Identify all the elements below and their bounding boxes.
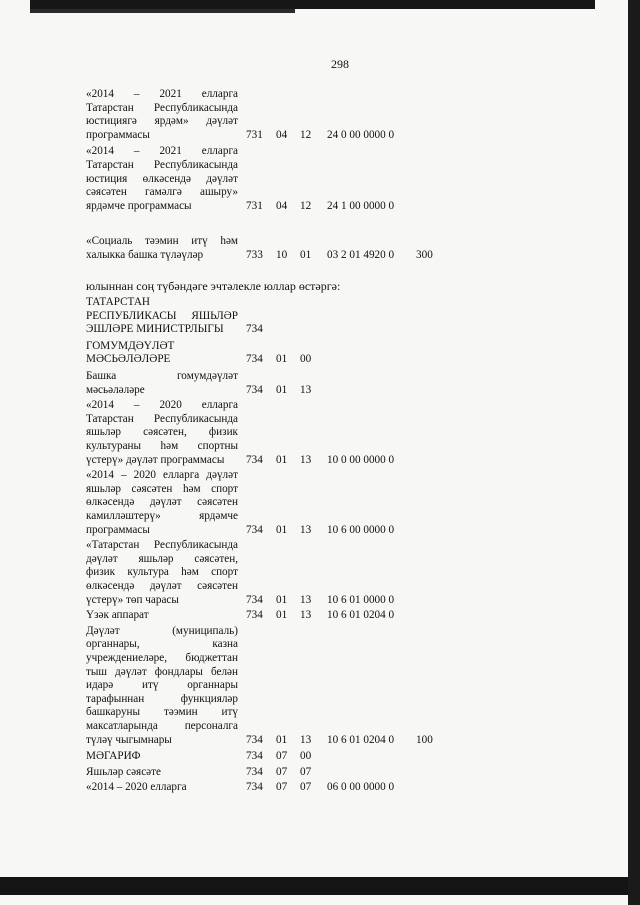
row-name-line: учреждениеләре, бюджеттан <box>86 651 238 664</box>
row-name-line: башкаруны тәэмин итү <box>86 706 238 719</box>
ministry-code: 734 <box>246 750 263 763</box>
row-name-line: юстиция өлкәсендә дәүләт <box>86 172 238 185</box>
row-name-line: МӘСЬӘЛӘЛӘРЕ <box>86 353 171 366</box>
expense-type: 300 <box>416 248 433 261</box>
section-code: 07 <box>276 750 288 763</box>
scan-edge-top-inner <box>30 9 295 13</box>
ministry-code: 734 <box>246 765 263 778</box>
row-name-line: ГОМУМДӘҮЛӘТ <box>86 339 175 352</box>
subsection-code: 13 <box>300 523 312 536</box>
row-name-line: «Социаль тәэмин итү һәм <box>86 235 238 248</box>
row-name-line: Татарстан Республикасында <box>86 412 238 425</box>
section-code: 01 <box>276 453 288 466</box>
subsection-code: 12 <box>300 199 312 212</box>
row-name-line: МӘГАРИФ <box>86 750 141 763</box>
ministry-code: 733 <box>246 248 263 261</box>
section-code: 01 <box>276 523 288 536</box>
row-name-line: мәсьәләләре <box>86 383 145 396</box>
row-name-line: Яшьләр сәясәте <box>86 765 161 778</box>
target-article: 10 0 00 0000 0 <box>327 453 395 466</box>
ministry-code: 731 <box>246 199 263 212</box>
row-name-line: өлкәсендә дәүләт сәясәтен <box>86 579 238 592</box>
target-article: 10 6 01 0204 0 <box>327 733 395 746</box>
row-name-line: Үзәк аппарат <box>86 609 149 622</box>
ministry-code: 734 <box>246 453 263 466</box>
row-name-line: дәүләт яшьләр сәясәтен, <box>86 552 238 565</box>
section-code: 01 <box>276 609 288 622</box>
ministry-code: 734 <box>246 609 263 622</box>
row-name-line: Татарстан Республикасында <box>86 101 238 114</box>
row-name <box>86 370 238 397</box>
ministry-code: 734 <box>246 781 263 794</box>
ministry-code: 734 <box>246 323 263 336</box>
row-name-line: физик культура һәм спорт <box>86 566 238 579</box>
subsection-code: 13 <box>300 453 312 466</box>
row-name-line: идарә итү органнары <box>86 679 238 692</box>
subsection-code: 13 <box>300 609 312 622</box>
target-article: 24 0 00 0000 0 <box>327 128 395 141</box>
intro-line: юлыннан соң түбәндәге эчтәлекле юллар өстәргә: <box>86 279 341 293</box>
row-name-line: үстерү» төп чарасы <box>86 593 179 606</box>
page-number: 298 <box>331 57 349 71</box>
row-name <box>86 609 238 623</box>
row-name-line: ЭШЛӘРЕ МИНИСТРЛЫГЫ <box>86 323 224 336</box>
subsection-code: 13 <box>300 733 312 746</box>
row-name-line: Дәүләт (муниципаль) <box>86 624 238 637</box>
row-name-line: «2014 – 2020 елларга <box>86 781 187 794</box>
row-name <box>86 469 238 537</box>
ministry-code: 734 <box>246 593 263 606</box>
row-name <box>86 235 238 262</box>
subsection-code: 13 <box>300 383 312 396</box>
ministry-code: 734 <box>246 733 263 746</box>
row-name-line: халыкка башка түләүләр <box>86 248 204 261</box>
subsection-code: 00 <box>300 353 312 366</box>
row-name-line: Башка гомумдәүләт <box>86 370 238 382</box>
scan-edge-top <box>30 0 595 9</box>
row-name <box>86 750 238 764</box>
row-name <box>86 296 238 337</box>
expense-type: 100 <box>416 733 433 746</box>
row-name-line: «2014 – 2021 елларга <box>86 145 238 158</box>
target-article: 03 2 01 4920 0 <box>327 248 395 261</box>
row-name <box>86 766 238 780</box>
row-name-line: Татарстан Республикасында <box>86 158 238 171</box>
row-name-line: «2014 – 2021 елларга <box>86 88 238 100</box>
row-name <box>86 340 238 367</box>
section-code: 07 <box>276 781 288 794</box>
row-name-line: яшьләр сәясәтен һәм спорт <box>86 482 238 495</box>
row-name <box>86 625 238 747</box>
ministry-code: 734 <box>246 353 263 366</box>
row-name-line: ТАТАРСТАН <box>86 296 150 308</box>
row-name-line: «Татарстан Республикасында <box>86 539 238 552</box>
row-name <box>86 399 238 467</box>
row-name <box>86 781 238 795</box>
subsection-code: 00 <box>300 750 312 763</box>
row-name-line: яшьләр сәясәтен, физик <box>86 426 238 439</box>
ministry-code: 731 <box>246 128 263 141</box>
target-article: 10 6 00 0000 0 <box>327 523 395 536</box>
row-name-line: максатларында персоналга <box>86 719 238 732</box>
subsection-code: 01 <box>300 248 312 261</box>
subsection-code: 12 <box>300 128 312 141</box>
row-name-line: «2014 – 2020 елларга <box>86 399 238 412</box>
section-code: 04 <box>276 128 288 141</box>
scan-edge-bottom <box>0 877 628 895</box>
section-code: 01 <box>276 733 288 746</box>
subsection-code: 13 <box>300 593 312 606</box>
section-code: 01 <box>276 353 288 366</box>
row-name-line: органнары, казна <box>86 638 238 651</box>
target-article: 10 6 01 0204 0 <box>327 609 395 622</box>
row-name-line: юстициягә ярдәм» дәүләт <box>86 115 238 128</box>
row-name-line: программасы <box>86 523 150 536</box>
subsection-code: 07 <box>300 781 312 794</box>
row-name-line: түләү чыгымнары <box>86 733 172 746</box>
row-name-line: ярдәмче программасы <box>86 199 192 212</box>
target-article: 24 1 00 0000 0 <box>327 199 395 212</box>
row-name-line: тыш дәүләт фондлары белән <box>86 665 238 678</box>
row-name-line: программасы <box>86 128 150 141</box>
row-name <box>86 145 238 213</box>
section-code: 01 <box>276 593 288 606</box>
row-name-line: өлкәсендә дәүләт сәясәтен <box>86 496 238 509</box>
row-name <box>86 539 238 607</box>
ministry-code: 734 <box>246 523 263 536</box>
row-name-line: камилләштерү» ярдәмче <box>86 509 238 522</box>
row-name-line: сәясәтен гамәлгә ашыру» <box>86 186 238 199</box>
section-code: 01 <box>276 383 288 396</box>
row-name-line: тарафыннан функцияләр <box>86 692 238 705</box>
section-code: 04 <box>276 199 288 212</box>
scan-edge-right <box>628 0 640 905</box>
row-name-line: «2014 – 2020 елларга дәүләт <box>86 469 238 482</box>
row-name-line: үстерү» дәүләт программасы <box>86 453 225 466</box>
target-article: 10 6 01 0000 0 <box>327 593 395 606</box>
ministry-code: 734 <box>246 383 263 396</box>
row-name-line: РЕСПУБЛИКАСЫ ЯШЬЛӘР <box>86 309 238 322</box>
section-code: 10 <box>276 248 288 261</box>
row-name <box>86 88 238 142</box>
target-article: 06 0 00 0000 0 <box>327 781 395 794</box>
row-name-line: культураны һәм спортны <box>86 439 238 452</box>
subsection-code: 07 <box>300 765 312 778</box>
section-code: 07 <box>276 765 288 778</box>
